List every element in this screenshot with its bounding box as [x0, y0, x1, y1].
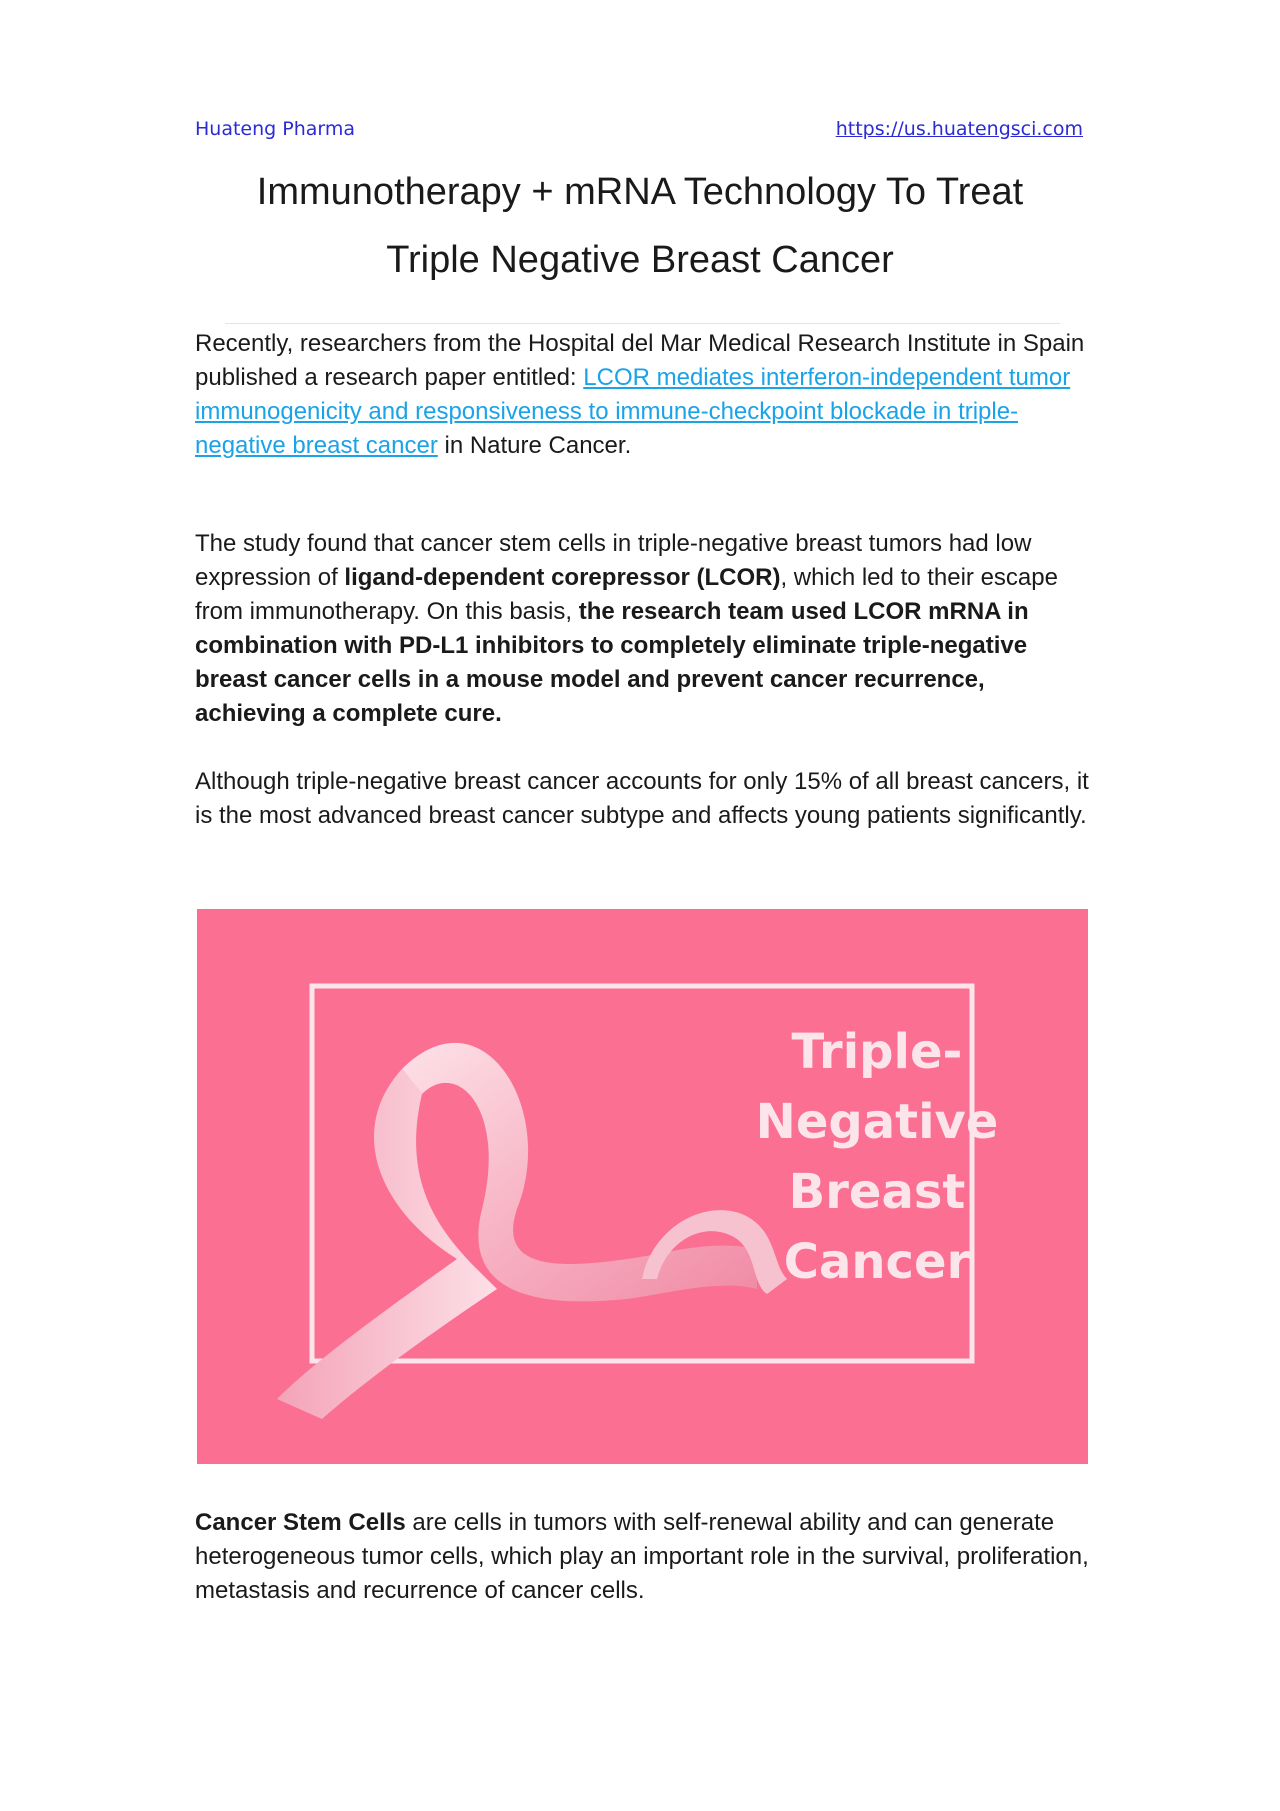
study-finding: the research team used LCOR mRNA in combination with PD-L1 inhibitors to completely eliminate triple-negative breast cancer cells in a mouse model and prevent cancer recurrence, achieving a complete cure.: [195, 598, 1029, 727]
study-paragraph: [195, 527, 1095, 731]
figure-line-1: Triple-Negative: [755, 1024, 999, 1150]
stem-cells-paragraph: [195, 1506, 1095, 1608]
figure-line-3: Cancer: [783, 1234, 971, 1290]
tnbc-ribbon-image: [197, 909, 1088, 1464]
header-url-link[interactable]: https://us.huatengsci.com: [835, 118, 1083, 140]
intro-text: Recently, researchers from the Hospital del Mar Medical Research Institute in Spain published a research paper entitled:: [195, 330, 1085, 391]
stem-cells-text: are cells in tumors with self-renewal ability and can generate heterogeneous tumor cells, which play an important role in the survival, proliferation, metastasis and recurrence of cancer cells.: [195, 1509, 1089, 1604]
intro-text-end: in Nature Cancer.: [437, 432, 632, 459]
figure-line-2: Breast: [788, 1164, 966, 1220]
title-line-2: Triple Negative Breast Cancer: [386, 239, 894, 281]
title-line-1: Immunotherapy + mRNA Technology To Treat: [256, 171, 1024, 213]
intro-paragraph: [195, 327, 1095, 463]
paper-title-link[interactable]: LCOR mediates interferon-independent tumor immunogenicity and responsiveness to immune-checkpoint blockade in triple-negative breast cancer: [195, 364, 1071, 459]
study-text-1: The study found that cancer stem cells in triple-negative breast tumors had low expression of: [195, 530, 1032, 591]
header-company: Huateng Pharma: [195, 118, 356, 140]
figure-caption-text: [677, 1017, 1077, 1297]
study-text-2: , which led to their escape from immunotherapy. On this basis,: [195, 564, 1058, 625]
title-divider: [225, 323, 1060, 324]
stem-cells-term: Cancer Stem Cells: [195, 1509, 406, 1536]
lcor-term: ligand-dependent corepressor (LCOR): [344, 564, 781, 591]
incidence-paragraph: Although triple-negative breast cancer accounts for only 15% of all breast cancers, it is the most advanced breast cancer subtype and affects young patients significantly.: [195, 768, 1089, 829]
page-title: [140, 158, 1140, 294]
